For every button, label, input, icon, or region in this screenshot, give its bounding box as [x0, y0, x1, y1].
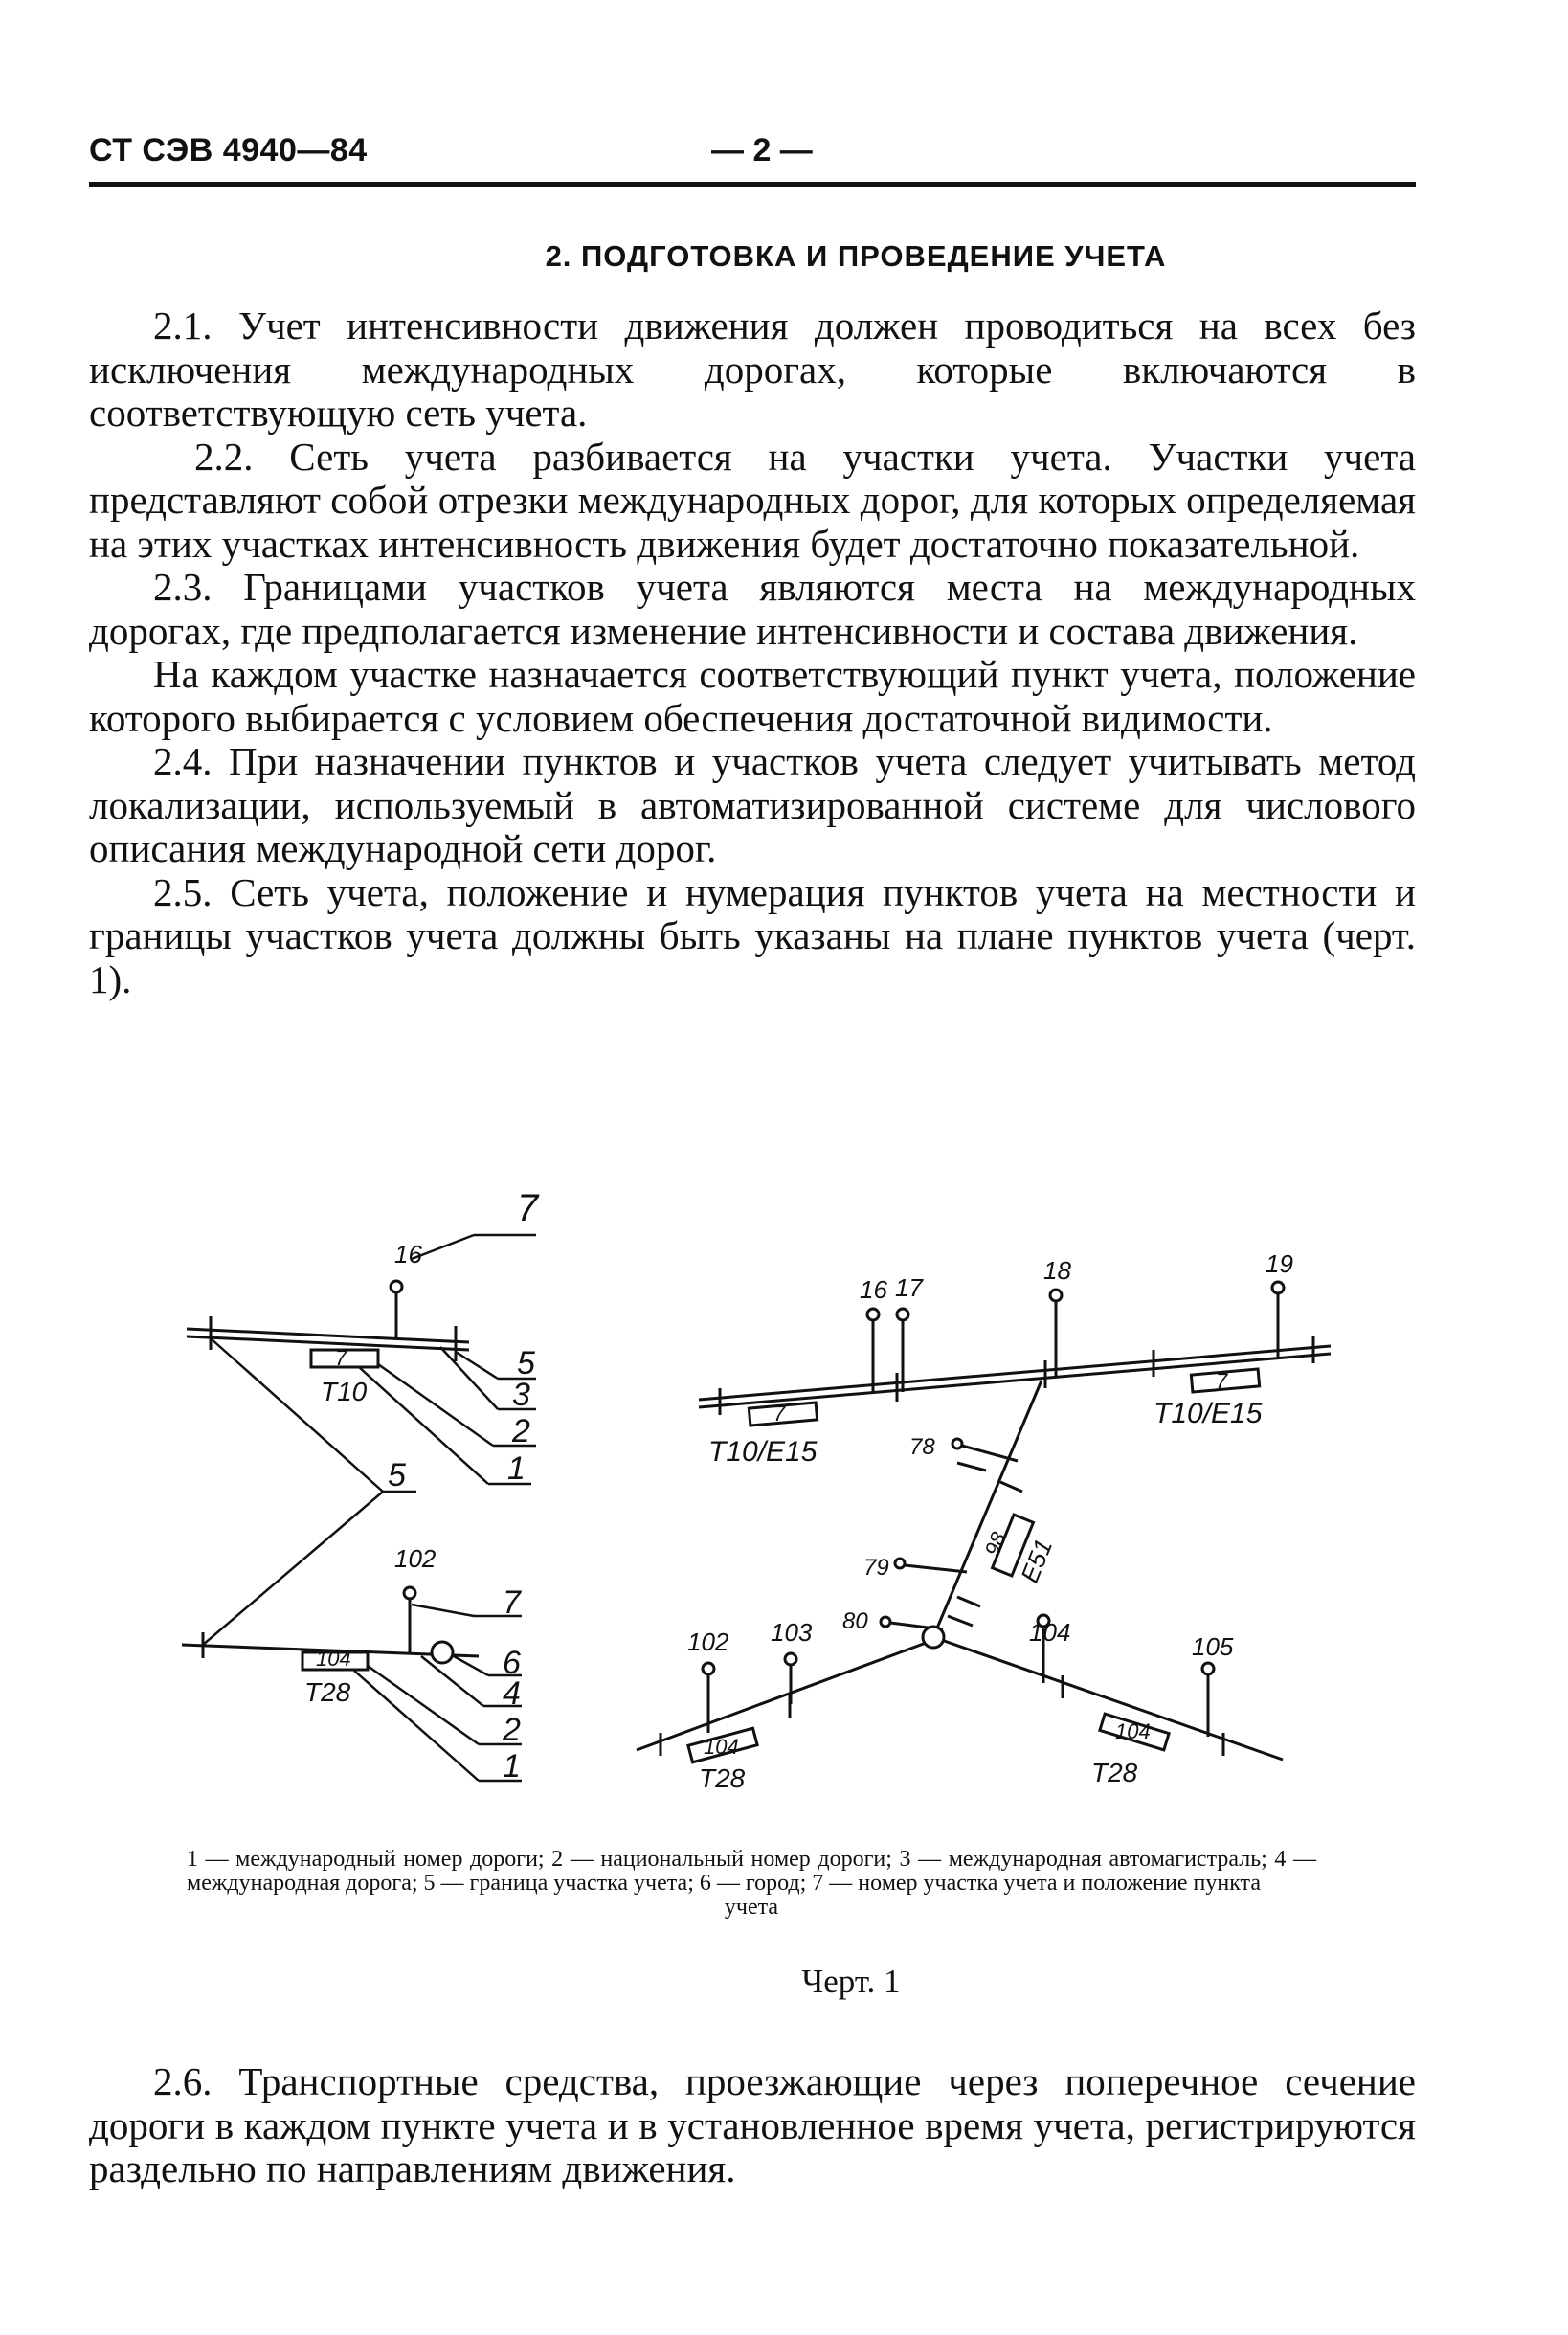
paragraph-2-5: 2.5. Сеть учета, положение и нумерация пунктов учета на местности и границы участков учета должны быть указаны на плане пунктов учета (черт. 1). [89, 869, 1416, 1001]
right-bottom-road-right-label: T28 [1091, 1758, 1138, 1787]
right-point-104: 104 [1029, 1618, 1071, 1647]
right-top-box-left-label: 7 [773, 1402, 786, 1426]
left-callout-5: 5 [517, 1345, 535, 1381]
legend-tail: учета [724, 1895, 779, 1920]
paragraph-2-3: 2.3. Границами участков учета являются места на международных дорогах, где предполагается изменение интенсивности и состава движения. [89, 565, 1416, 653]
body-text [89, 304, 1416, 1001]
right-top-road-left-label: T10/E15 [708, 1436, 818, 1468]
left-point-102-marker [404, 1587, 415, 1599]
right-diag-box-label: 98 [979, 1528, 1011, 1560]
figure-caption: Черт. 1 [801, 1963, 901, 2000]
right-point-105: 105 [1192, 1632, 1234, 1661]
legend-text: 1 — международный номер дороги; 2 — национальный номер дороги; 3 — международная автомагистраль; 4 — международная дорога; 5 — граница участка учета; 6 — город; 7 — номер участка учета и положение пункта [187, 1847, 1316, 1896]
left-bottom-leaders [354, 1605, 522, 1781]
right-diag-road-label: E51 [1015, 1535, 1059, 1587]
left-callout-2: 2 [512, 1413, 530, 1449]
left-callout-4: 4 [503, 1675, 521, 1712]
header-rule [89, 182, 1416, 187]
paragraph-2-6: 2.6. Транспортные средства, проезжающие через поперечное сечение дороги в каждом пункте учета и в установленное время учета, регистрируются раздельно по направлениям движения. [89, 2059, 1416, 2190]
left-callout-7-top: 7 [517, 1187, 539, 1229]
right-point-78: 78 [909, 1434, 935, 1460]
right-diagonal-road [890, 1381, 1042, 1637]
document-code: СТ СЭВ 4940—84 [89, 132, 368, 168]
right-point-18: 18 [1043, 1256, 1071, 1285]
right-top-road-right-label: T10/E15 [1154, 1398, 1263, 1429]
right-point-102: 102 [687, 1628, 729, 1656]
right-point-80: 80 [842, 1608, 868, 1634]
right-bottom-road-left-label: T28 [699, 1763, 746, 1793]
right-city-icon [923, 1627, 944, 1648]
left-callout-5-mid: 5 [388, 1457, 406, 1493]
right-point-19: 19 [1266, 1249, 1293, 1278]
drawing-1 [0, 1158, 1568, 1829]
left-point-102: 102 [394, 1544, 437, 1573]
right-point-103: 103 [771, 1618, 813, 1647]
right-bottom-box-right-label: 104 [1115, 1719, 1151, 1743]
paragraph-2-2: 2.2. Сеть учета разбивается на участки учета. Участки учета представляют собой отрезки международных дорог, для которых определяемая на этих участках интенсивность движения будет достаточно показательной. [89, 434, 1416, 566]
left-point-16-marker [391, 1281, 402, 1292]
body-text-after [89, 2060, 1416, 2191]
left-callout-2b: 2 [503, 1712, 521, 1748]
left-callout-1b: 1 [503, 1748, 521, 1785]
left-callout-7-bottom: 7 [503, 1584, 521, 1621]
left-callout-6: 6 [503, 1645, 521, 1681]
figure-svg [0, 1158, 1568, 1829]
left-top-leaders [203, 1235, 536, 1645]
paragraph-2-3b: На каждом участке назначается соответствующий пункт учета, положение которого выбирается с условием обеспечения достаточной видимости. [89, 652, 1416, 740]
paragraph-2-1: 2.1. Учет интенсивности движения должен проводиться на всех без исключения международных дорогах, которые включаются в соответствующую сеть учета. [89, 303, 1416, 435]
right-top-box-right-label: 7 [1216, 1369, 1228, 1393]
right-point-79: 79 [863, 1555, 889, 1581]
left-top-box-label: 7 [335, 1346, 347, 1370]
page-number: — 2 — [711, 132, 813, 168]
left-point-16: 16 [394, 1240, 422, 1269]
paragraph-2-4: 2.4. При назначении пунктов и участков учета следует учитывать метод локализации, используемый в автоматизированной системе для числового описания международной сети дорог. [89, 739, 1416, 870]
right-point-16: 16 [860, 1275, 887, 1304]
left-bottom-road-label: T28 [304, 1677, 351, 1707]
page-header [89, 132, 1416, 178]
right-top-point-markers [867, 1282, 1284, 1320]
figure-legend [187, 1848, 1316, 1920]
left-callout-1: 1 [507, 1450, 526, 1487]
left-bottom-box-label: 104 [316, 1647, 351, 1671]
right-point-17: 17 [895, 1273, 923, 1302]
section-title: 2. ПОДГОТОВКА И ПРОВЕДЕНИЕ УЧЕТА [545, 239, 1167, 273]
right-bottom-box-left-label: 104 [704, 1735, 739, 1759]
city-icon [432, 1642, 453, 1663]
left-callout-3: 3 [512, 1377, 530, 1413]
left-top-road-label: T10 [321, 1377, 368, 1406]
